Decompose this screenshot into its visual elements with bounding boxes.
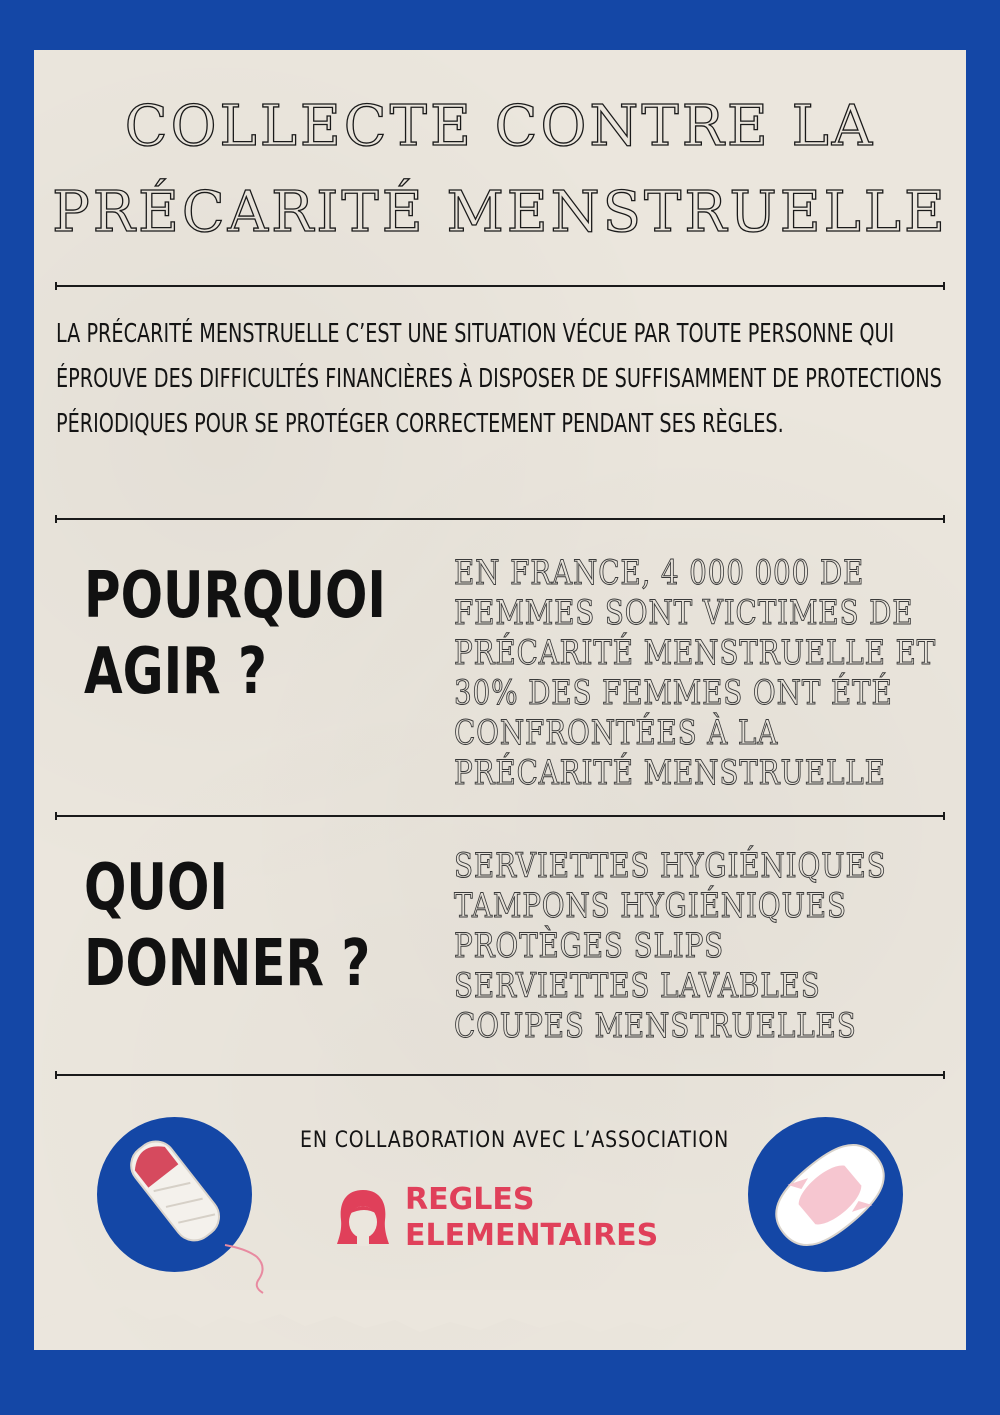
sanitary-pad-icon — [740, 1120, 920, 1270]
divider — [55, 1074, 945, 1076]
woman-head-icon — [335, 1186, 391, 1250]
why-stat-line: CONFRONTÉES À LA — [454, 713, 779, 753]
what-heading — [84, 850, 370, 1002]
divider — [55, 285, 945, 287]
collaboration-text: EN COLLABORATION AVEC L’ASSOCIATION — [300, 1128, 730, 1153]
title-line-1: COLLECTE CONTRE LA — [124, 94, 876, 159]
donation-item: TAMPONS HYGIÉNIQUES — [454, 886, 847, 926]
why-heading — [84, 558, 386, 710]
association-name — [405, 1182, 658, 1254]
association-name-line-1: REGLES — [405, 1182, 535, 1217]
donation-item: SERVIETTES HYGIÉNIQUES — [454, 846, 887, 886]
what-heading-line-1: QUOI — [84, 851, 228, 925]
tampon-icon — [97, 1117, 287, 1297]
title-line-2: PRÉCARITÉ MENSTRUELLE — [52, 180, 948, 245]
association-logo — [335, 1182, 658, 1254]
donation-item: PROTÈGES SLIPS — [454, 926, 725, 966]
divider — [55, 518, 945, 520]
torn-paper-edge — [0, 1290, 1000, 1415]
donation-list — [454, 846, 946, 1046]
why-stat-line: PRÉCARITÉ MENSTRUELLE ET — [454, 633, 937, 673]
why-statistics — [454, 553, 946, 793]
association-name-line-2: ELEMENTAIRES — [405, 1218, 659, 1253]
intro-paragraph: LA PRÉCARITÉ MENSTRUELLE C’EST UNE SITUATION VÉCUE PAR TOUTE PERSONNE QUI ÉPROUVE DES DIFFICULTÉS FINANCIÈRES À DISPOSER DE SUFFISAMMENT DE PROTECTIONS PÉRIODIQUES POUR SE PROTÉGER CORRECTEMENT PENDANT SES RÈGLES. — [56, 319, 942, 439]
donation-item: SERVIETTES LAVABLES — [454, 966, 821, 1006]
why-stat-line: 30% DES FEMMES ONT ÉTÉ — [454, 673, 893, 713]
why-heading-line-2: AGIR ? — [84, 635, 267, 709]
donation-item: COUPES MENSTRUELLES — [454, 1006, 857, 1046]
what-heading-line-2: DONNER ? — [84, 927, 371, 1001]
why-stat-line: PRÉCARITÉ MENSTRUELLE — [454, 753, 886, 793]
why-heading-line-1: POURQUOI — [84, 559, 386, 633]
why-stat-line: FEMMES SONT VICTIMES DE — [454, 593, 914, 633]
divider — [55, 815, 945, 817]
why-stat-line: EN FRANCE, 4 000 000 DE — [454, 553, 865, 593]
